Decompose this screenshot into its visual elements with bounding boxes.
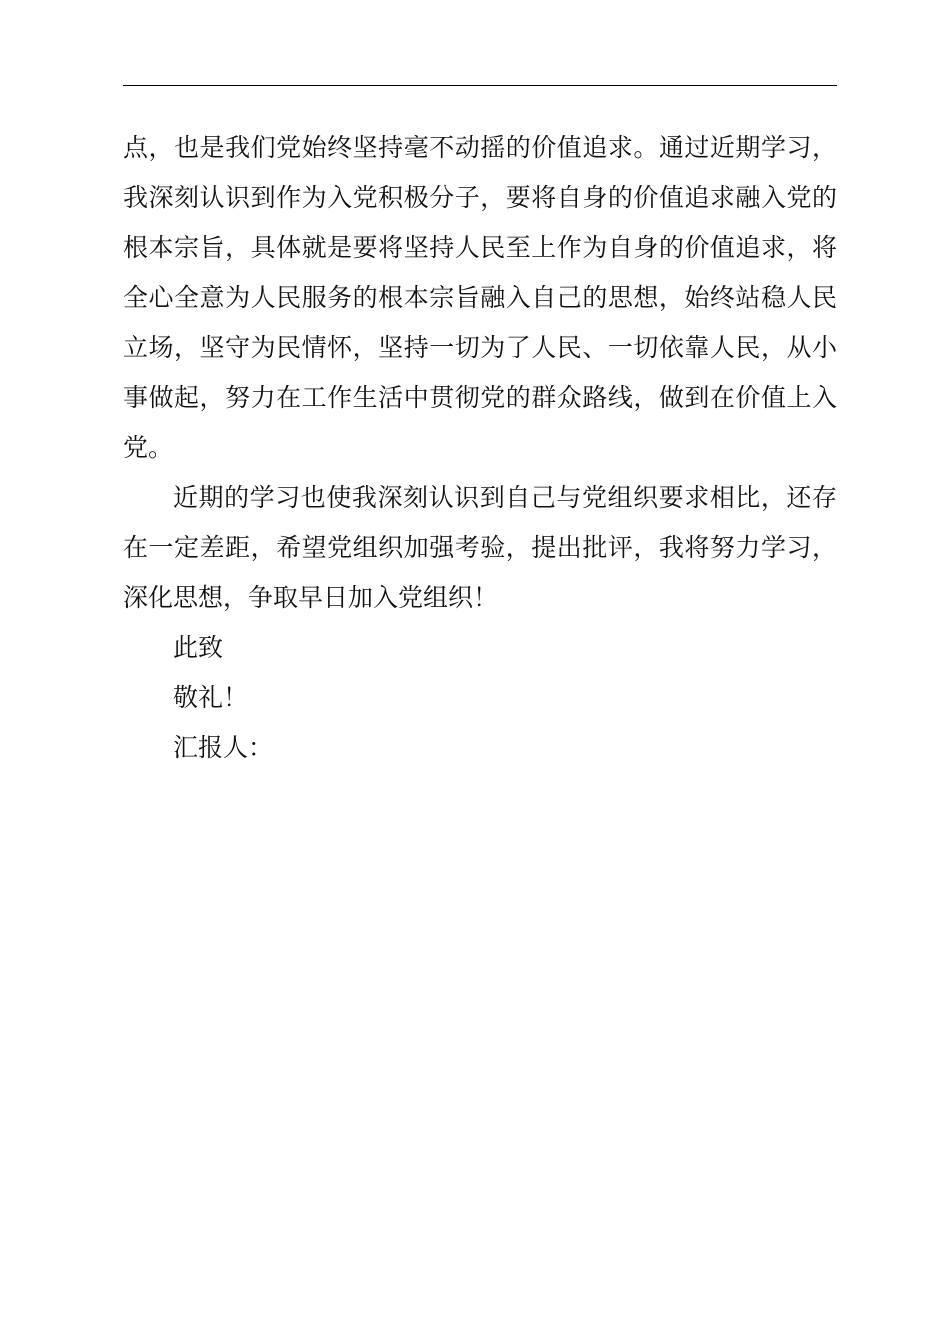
reporter-label: 汇报人： bbox=[173, 733, 274, 762]
paragraph-self-assessment: 近期的学习也使我深刻认识到自己与党组织要求相比，还存在一定差距，希望党组织加强考验，提出批评，我将努力学习，深化思想，争取早日加入党组织！ bbox=[123, 483, 837, 612]
header-rule bbox=[123, 85, 837, 86]
closing-salutation-1: 此致 bbox=[173, 633, 224, 662]
document-body bbox=[123, 123, 837, 773]
closing-salutation-2: 敬礼！ bbox=[173, 683, 249, 712]
paragraph-continuation: 点，也是我们党始终坚持毫不动摇的价值追求。通过近期学习，我深刻认识到作为入党积极分子，要将自身的价值追求融入党的根本宗旨，具体就是要将坚持人民至上作为自身的价值追求，将全心全意为人民服务的根本宗旨融入自己的思想，始终站稳人民立场，坚守为民情怀，坚持一切为了人民、一切依靠人民，从小事做起，努力在工作生活中贯彻党的群众路线，做到在价值上入党。 bbox=[123, 133, 837, 462]
